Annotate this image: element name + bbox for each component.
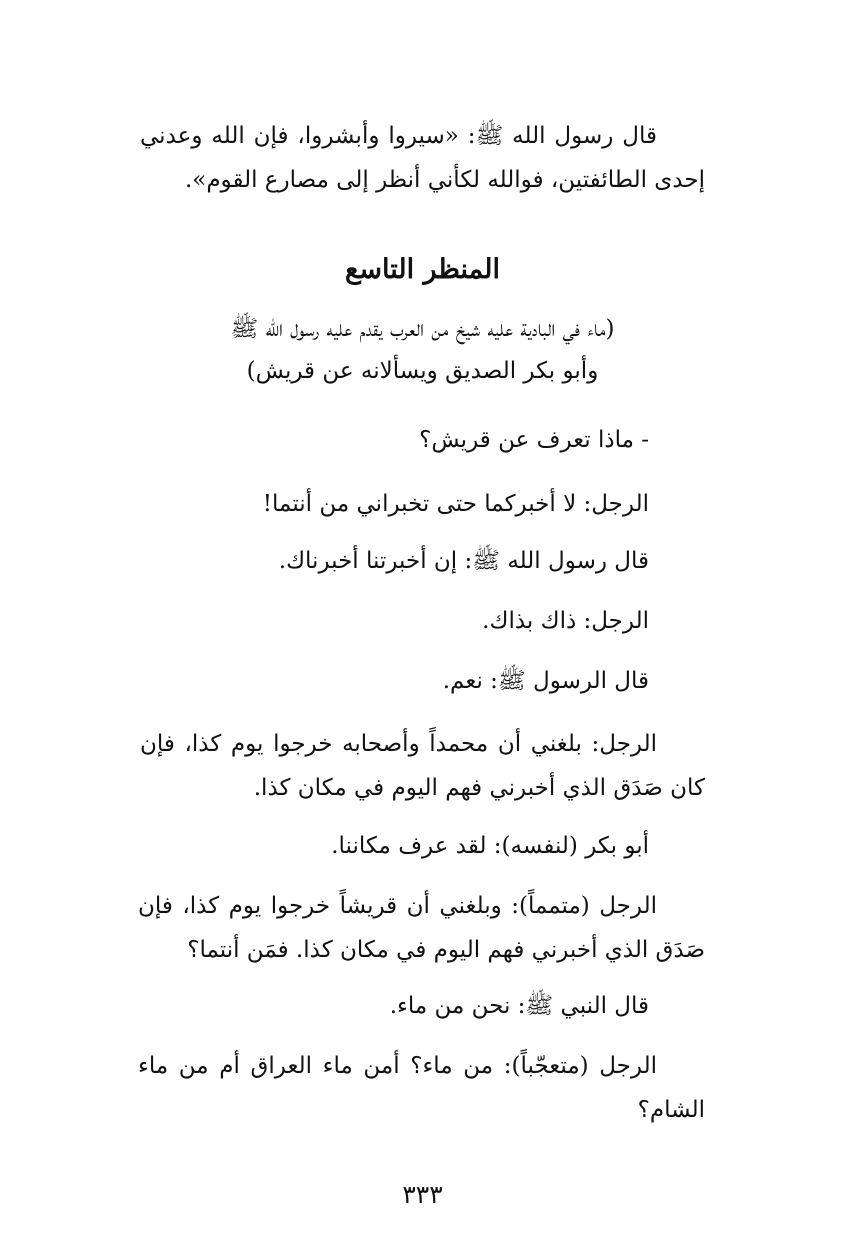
section-subtitle-line-1: (ماء في البادية عليه شيخ من العرب يقدم عليه رسول الله ﷺ xyxy=(230,316,615,342)
dialogue-line-5: قال الرسول ﷺ: نعم. xyxy=(442,668,649,694)
dialogue-line-2: الرجل: لا أخبركما حتى تخبراني من أنتما! xyxy=(262,491,649,517)
page-number: ٣٣٣ xyxy=(402,1180,443,1209)
dialogue-paragraph-10: الرجل (متعجّباً): من ماء؟ أمن ماء العراق أم من ماء الشام؟ xyxy=(138,1053,705,1123)
dialogue-line-4: الرجل: ذاك بذاك. xyxy=(482,608,649,634)
section-subtitle-line-2: وأبو بكر الصديق ويسألانه عن قريش) xyxy=(246,358,599,384)
dialogue-line-7: أبو بكر (لنفسه): لقد عرف مكاننا. xyxy=(331,833,649,859)
dialogue-paragraph-8: الرجل (متمماً): وبلغني أن قريشاً خرجوا يوم كذا، فإن صَدَق الذي أخبرني فهم اليوم في مكان كذا. فمَن أنتما؟ xyxy=(138,893,705,963)
dialogue-line-1: - ماذا تعرف عن قريش؟ xyxy=(419,427,649,453)
intro-paragraph: قال رسول الله ﷺ: «سيروا وأبشروا، فإن الله وعدني إحدى الطائفتين، فوالله لكأني أنظر إلى مصارع القوم». xyxy=(140,123,705,193)
section-title: المنظر التاسع xyxy=(344,254,501,285)
dialogue-paragraph-6: الرجل: بلغني أن محمداً وأصحابه خرجوا يوم كذا، فإن كان صَدَق الذي أخبرني فهم اليوم في مكان كذا. xyxy=(140,731,705,801)
section-subtitle xyxy=(120,308,725,392)
dialogue-line-3: قال رسول الله ﷺ: إن أخبرتنا أخبرناك. xyxy=(278,548,649,574)
dialogue-line-9: قال النبي ﷺ: نحن من ماء. xyxy=(389,993,649,1019)
